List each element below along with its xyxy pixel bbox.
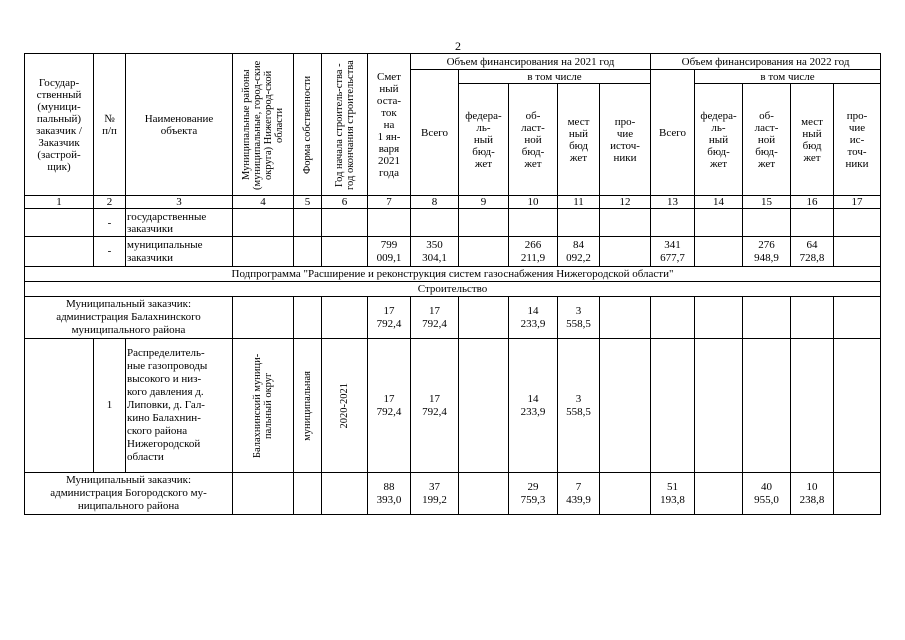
district-name: Балахнинский муници-пальный округ	[252, 353, 274, 458]
table-row	[25, 339, 881, 473]
row-num: -	[94, 209, 126, 237]
header-other-2021: про- чие источ- ники	[600, 84, 651, 196]
header-including-2021: в том числе	[459, 70, 651, 84]
col-number: 13	[651, 196, 695, 209]
header-years-cell	[322, 54, 368, 196]
header-local-2022: мест ный бюд жет	[791, 84, 834, 196]
header-total-2022: Всего	[651, 70, 695, 196]
total-2021-value: 17 792,4	[411, 339, 459, 473]
section-title: Строительство	[25, 282, 881, 297]
header-fin-2022: Объем финансирования на 2022 год	[651, 54, 881, 70]
header-regional-2021: об- ласт- ной бюд- жет	[509, 84, 558, 196]
table-row	[25, 297, 881, 339]
header-including-2022: в том числе	[695, 70, 881, 84]
regional-2021-value: 266 211,9	[509, 237, 558, 267]
page-number: 2	[455, 39, 461, 53]
regional-2021-value: 29 759,3	[509, 473, 558, 515]
customer-name: Муниципальный заказчик: администрация Богородского му- ниципального района	[25, 473, 233, 515]
object-name: государственные заказчики	[126, 209, 233, 237]
balance-value: 17 792,4	[368, 339, 411, 473]
header-federal-2021: федера- ль- ный бюд- жет	[459, 84, 509, 196]
col-number: 10	[509, 196, 558, 209]
total-2022-value: 51 193,8	[651, 473, 695, 515]
regional-2021-value: 14 233,9	[509, 297, 558, 339]
total-2021-value: 17 792,4	[411, 297, 459, 339]
regional-2022-value: 276 948,9	[743, 237, 791, 267]
col-number: 1	[25, 196, 94, 209]
table-row	[25, 237, 881, 267]
regional-2022-value: 40 955,0	[743, 473, 791, 515]
header-ownership-cell	[294, 54, 322, 196]
col-number: 8	[411, 196, 459, 209]
local-2021-value: 7 439,9	[558, 473, 600, 515]
col-number: 17	[834, 196, 881, 209]
header-federal-2022: федера- ль- ный бюд- жет	[695, 84, 743, 196]
header-district: Муниципальные районы (муниципальные, город-ские округа) Нижегород-ской области	[241, 59, 285, 190]
header-fin-2021: Объем финансирования на 2021 год	[411, 54, 651, 70]
total-2021-value: 350 304,1	[411, 237, 459, 267]
col-number: 16	[791, 196, 834, 209]
header-district-cell	[233, 54, 294, 196]
years-value: 2020-2021	[339, 382, 350, 429]
header-balance: Смет ный оста- ток на 1 ян- варя 2021 года	[368, 54, 411, 196]
subprogram-title: Подпрограмма "Расширение и реконструкция систем газоснабжения Нижегородской области"	[25, 267, 881, 282]
ownership-value: муниципальная	[302, 370, 313, 441]
col-number: 15	[743, 196, 791, 209]
object-name: Распределитель- ные газопроводы высокого и низ- кого давления д. Липовки, д. Гал- кино Балахнин- ского района Нижегородской области	[126, 339, 233, 473]
col-number: 11	[558, 196, 600, 209]
col-number: 6	[322, 196, 368, 209]
col-number: 2	[94, 196, 126, 209]
header-local-2021: мест ный бюд жет	[558, 84, 600, 196]
row-num: 1	[94, 339, 126, 473]
customer-name: Муниципальный заказчик: администрация Балахнинского муниципального района	[25, 297, 233, 339]
total-2021-value: 37 199,2	[411, 473, 459, 515]
header-num: № п/п	[94, 54, 126, 196]
balance-value: 17 792,4	[368, 297, 411, 339]
local-2022-value: 10 238,8	[791, 473, 834, 515]
header-regional-2022: об- ласт- ной бюд- жет	[743, 84, 791, 196]
header-total-2021: Всего	[411, 70, 459, 196]
col-number: 5	[294, 196, 322, 209]
local-2021-value: 84 092,2	[558, 237, 600, 267]
balance-value: 88 393,0	[368, 473, 411, 515]
ownership-cell	[294, 339, 322, 473]
district-cell	[233, 339, 294, 473]
years-cell	[322, 339, 368, 473]
local-2022-value: 64 728,8	[791, 237, 834, 267]
table-row	[25, 209, 881, 237]
total-2022-value: 341 677,7	[651, 237, 695, 267]
header-other-2022: про- чие ис- точ- ники	[834, 84, 881, 196]
column-number-row	[25, 196, 881, 209]
col-number: 7	[368, 196, 411, 209]
local-2021-value: 3 558,5	[558, 297, 600, 339]
header-object-name: Наименование объекта	[126, 54, 233, 196]
financing-table	[24, 53, 881, 515]
header-years: Год начала строитель-ства - год окончания строительства	[333, 59, 356, 190]
col-number: 12	[600, 196, 651, 209]
balance-value: 799 009,1	[368, 237, 411, 267]
regional-2021-value: 14 233,9	[509, 339, 558, 473]
table-row	[25, 473, 881, 515]
col-number: 14	[695, 196, 743, 209]
header-ownership: Форма собственности	[302, 75, 313, 174]
header-customer: Государ- ственный (муници- пальный) заказчик / Заказчик (застрой- щик)	[25, 54, 94, 196]
col-number: 4	[233, 196, 294, 209]
col-number: 3	[126, 196, 233, 209]
local-2021-value: 3 558,5	[558, 339, 600, 473]
row-num: -	[94, 237, 126, 267]
object-name: муниципальные заказчики	[126, 237, 233, 267]
col-number: 9	[459, 196, 509, 209]
